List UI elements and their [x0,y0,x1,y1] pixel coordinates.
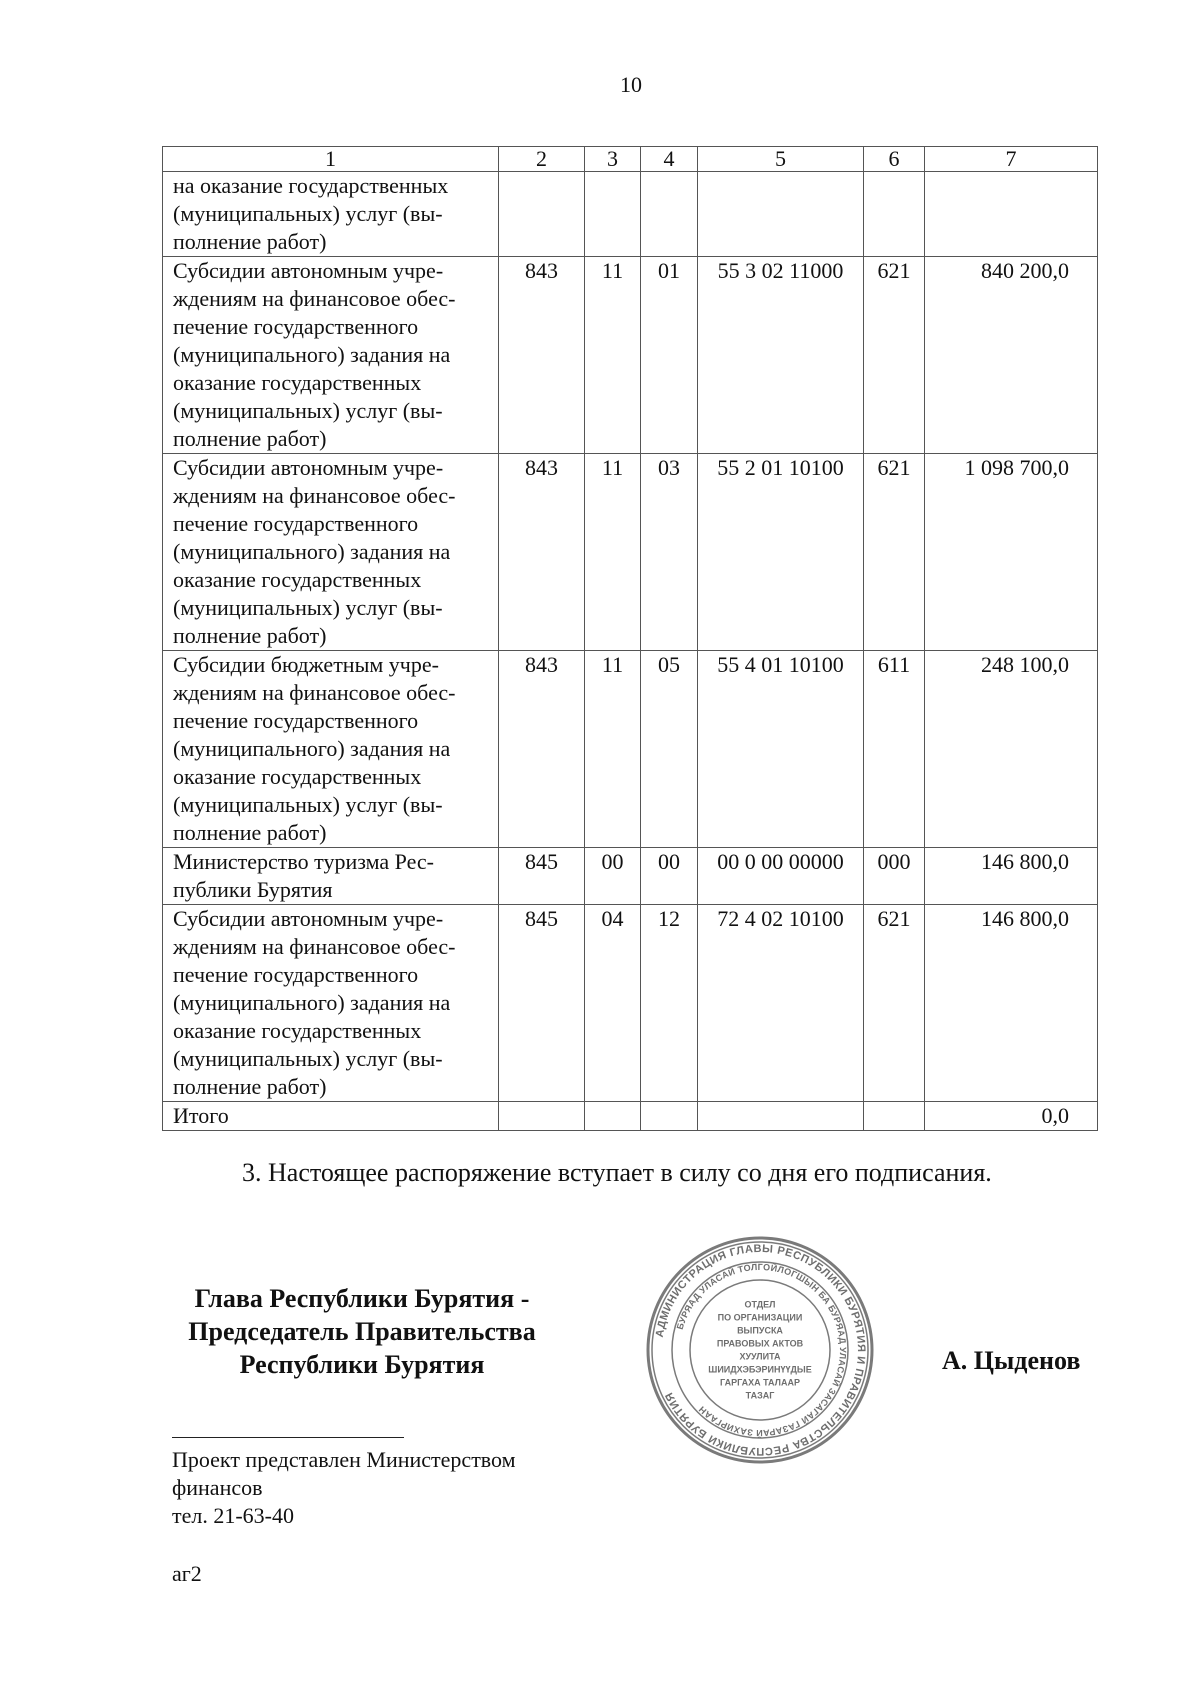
row-description-cell: Субсидии автономным учре-ждениям на финансовое обес-печение государственного (муниципального) задания на оказание государственных (муниципальных) услуг (вы-полнение работ) [163,454,499,651]
admin-code-cell: 843 [499,257,585,454]
expense-type-cell: 611 [864,651,925,848]
column-header: 2 [499,147,585,172]
seal-center-line: ПРАВОВЫХ АКТОВ [716,1338,804,1349]
section-code-cell: 11 [585,454,641,651]
column-header: 4 [641,147,698,172]
subsection-code-cell: 12 [641,905,698,1102]
section-code-cell: 04 [585,905,641,1102]
expense-type-cell [864,1102,925,1131]
section-code-cell: 00 [585,848,641,905]
row-description-cell: Субсидии автономным учре-ждениям на финансовое обес-печение государственного (муниципального) задания на оказание государственных (муниципальных) услуг (вы-полнение работ) [163,905,499,1102]
seal-center-line: ПО ОРГАНИЗАЦИИ [717,1312,803,1323]
subsection-code-cell [641,1102,698,1131]
section-code-cell: 11 [585,651,641,848]
row-description-cell: на оказание государственных (муниципальных) услуг (вы-полнение работ) [163,172,499,257]
target-article-cell [698,172,864,257]
table-body [163,147,1098,1131]
admin-code-cell: 845 [499,905,585,1102]
subsection-code-cell: 05 [641,651,698,848]
subsection-code-cell [641,172,698,257]
table-row [163,172,1098,257]
signatory-name: А. Цыденов [942,1346,1081,1375]
expense-type-cell: 000 [864,848,925,905]
row-description-cell: Субсидии бюджетным учре-ждениям на финансовое обес-печение государственного (муниципального) задания на оказание государственных (муниципальных) услуг (вы-полнение работ) [163,651,499,848]
amount-cell: 840 200,0 [925,257,1098,454]
footnote-line: финансов [172,1475,263,1500]
footnote [172,1446,592,1530]
section-code-cell: 11 [585,257,641,454]
amount-cell: 146 800,0 [925,848,1098,905]
column-header: 7 [925,147,1098,172]
seal-center-line: ГАРГАХА ТАЛААР [720,1377,800,1388]
table-row [163,848,1098,905]
column-header: 3 [585,147,641,172]
target-article-cell: 72 4 02 10100 [698,905,864,1102]
admin-code-cell [499,1102,585,1131]
expense-type-cell: 621 [864,257,925,454]
admin-code-cell: 843 [499,651,585,848]
footnote-line: тел. 21-63-40 [172,1503,295,1528]
official-seal-stamp [644,1234,876,1466]
seal-inner-text: БУРЯАД УЛАСАЙ ТОЛГОЙЛОГШЫН БА БУРЯАД УЛАСАЙ ЗАСАГАЙ ГАЗАРАЙ ЗАХИРГААН [674,1261,849,1439]
page-number: 10 [620,72,642,97]
row-description-cell: Субсидии автономным учре-ждениям на финансовое обес-печение государственного (муниципального) задания на оказание государственных (муниципальных) услуг (вы-полнение работ) [163,257,499,454]
expense-type-cell: 621 [864,905,925,1102]
table-row [163,454,1098,651]
seal-center-line: ШИИДХЭБЭРИНҮҮДЫЕ [708,1364,812,1375]
amount-cell: 146 800,0 [925,905,1098,1102]
amount-cell: 248 100,0 [925,651,1098,848]
subsection-code-cell: 03 [641,454,698,651]
admin-code-cell: 843 [499,454,585,651]
target-article-cell [698,1102,864,1131]
admin-code-cell: 845 [499,848,585,905]
amount-cell [925,172,1098,257]
signatory-title [162,1282,562,1381]
seal-outer-text: АДМИНИСТРАЦИЯ ГЛАВЫ РЕСПУБЛИКИ БУРЯТИЯ И ПРАВИТЕЛЬСТВА РЕСПУБЛИКИ БУРЯТИЯ [653,1242,868,1458]
seal-center-line: ТАЗАГ [745,1390,775,1401]
table-row [163,651,1098,848]
budget-table [162,146,1098,1131]
row-description-cell: Министерство туризма Рес-публики Бурятия [163,848,499,905]
table-row [163,1102,1098,1131]
admin-code-cell [499,172,585,257]
subsection-code-cell: 01 [641,257,698,454]
column-header: 1 [163,147,499,172]
footnote-divider [172,1437,404,1438]
row-description-cell: Итого [163,1102,499,1131]
expense-type-cell [864,172,925,257]
expense-type-cell: 621 [864,454,925,651]
signatory-title-line: Республики Бурятия [239,1350,485,1379]
target-article-cell: 55 3 02 11000 [698,257,864,454]
table-row [163,257,1098,454]
clause-3-text: 3. Настоящее распоряжение вступает в силу со дня его подписания. [242,1158,992,1187]
target-article-cell: 55 2 01 10100 [698,454,864,651]
seal-center-line: ОТДЕЛ [744,1299,776,1310]
svg-text:БУРЯАД УЛАСАЙ ТОЛГОЙЛОГШЫН БА [675,1262,848,1439]
section-code-cell [585,1102,641,1131]
subsection-code-cell: 00 [641,848,698,905]
amount-cell: 0,0 [925,1102,1098,1131]
signatory-title-line: Председатель Правительства [188,1317,536,1346]
seal-center-line: ХУУЛИТА [739,1351,781,1362]
document-code: аг2 [172,1561,202,1586]
signatory-title-line: Глава Республики Бурятия - [194,1284,530,1313]
amount-cell: 1 098 700,0 [925,454,1098,651]
table-row [163,905,1098,1102]
table-header-row [163,147,1098,172]
section-code-cell [585,172,641,257]
footnote-line: Проект представлен Министерством [172,1447,516,1472]
column-header: 6 [864,147,925,172]
target-article-cell: 00 0 00 00000 [698,848,864,905]
seal-center-line: ВЫПУСКА [737,1325,783,1336]
svg-text:АДМИНИСТРАЦИЯ ГЛАВЫ РЕСПУБЛИКИ [654,1243,867,1457]
column-header: 5 [698,147,864,172]
target-article-cell: 55 4 01 10100 [698,651,864,848]
